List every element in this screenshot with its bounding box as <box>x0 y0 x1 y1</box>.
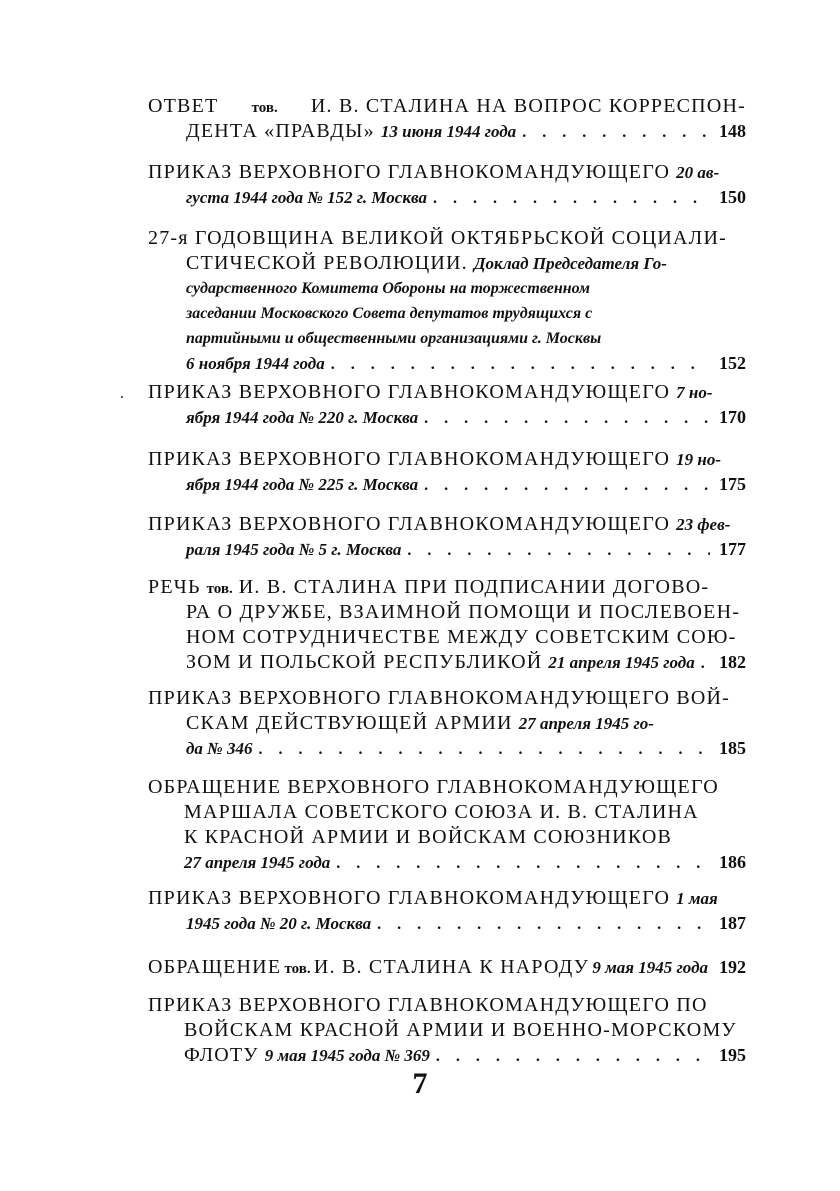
toc-entry-line <box>148 775 746 800</box>
page-number: 175 <box>719 474 746 494</box>
toc-entry-line <box>148 850 746 875</box>
page-number: 192 <box>719 957 746 977</box>
toc-entry-line <box>148 686 746 711</box>
entry-date: 6 ноября 1944 года <box>186 354 325 373</box>
toc-entry-line <box>148 911 746 936</box>
entry-title: ОБРАЩЕНИЕ ВЕРХОВНОГО ГЛАВНОКОМАНДУЮЩЕГО <box>148 776 719 798</box>
entry-title: ПРИКАЗ ВЕРХОВНОГО ГЛАВНОКОМАНДУЮЩЕГО <box>148 161 671 183</box>
toc-entry <box>148 447 746 497</box>
toc-entry-line <box>148 650 746 675</box>
toc-entry-line <box>148 380 746 405</box>
dot-leader <box>522 120 710 145</box>
toc-entry-line <box>148 886 746 911</box>
page-number: 150 <box>719 187 746 207</box>
toc-entry-line <box>148 119 746 144</box>
entry-subtitle: заседании Московского Совета депутатов трудящихся с <box>186 305 593 322</box>
entry-title: РЕЧЬ <box>148 576 201 598</box>
toc-entry <box>148 686 746 761</box>
dot-leader <box>377 912 710 937</box>
page-number: 177 <box>719 539 746 559</box>
toc-entry <box>148 94 746 144</box>
toc-entry-line <box>148 600 746 625</box>
toc-entry <box>148 380 746 430</box>
scan-speck <box>121 396 123 398</box>
entry-date: 19 но- <box>676 450 721 469</box>
toc-entry-line <box>148 94 746 119</box>
toc-entry-line <box>148 575 746 600</box>
toc-entry <box>148 955 746 980</box>
toc-entry-line <box>148 993 746 1018</box>
entry-date: 13 июня 1944 года <box>380 122 517 141</box>
entry-title: ПРИКАЗ ВЕРХОВНОГО ГЛАВНОКОМАНДУЮЩЕГО <box>148 887 671 909</box>
toc-entry-line <box>148 512 746 537</box>
entry-date: ября 1944 года № 225 г. Москва <box>186 475 419 494</box>
entry-title: ЗОМ И ПОЛЬСКОЙ РЕСПУБЛИКОЙ <box>186 651 543 673</box>
entry-title: 27-я ГОДОВЩИНА ВЕЛИКОЙ ОКТЯБРЬСКОЙ СОЦИАЛИ- <box>148 227 727 249</box>
dot-leader <box>433 186 710 211</box>
toc-entry-line <box>148 1043 746 1068</box>
entry-title: И. В. СТАЛИНА К НАРОДУ <box>313 956 590 978</box>
toc-entry-line <box>148 736 746 761</box>
toc-entry <box>148 775 746 875</box>
entry-date: 7 но- <box>676 383 713 402</box>
entry-title: МАРШАЛА СОВЕТСКОГО СОЮЗА И. В. СТАЛИНА <box>184 801 699 823</box>
entry-title: ПРИКАЗ ВЕРХОВНОГО ГЛАВНОКОМАНДУЮЩЕГО <box>148 513 671 535</box>
entry-abbrev: тов. <box>251 100 278 116</box>
entry-subtitle: Доклад Председателя Го- <box>473 254 667 273</box>
toc-entry-line <box>148 825 746 850</box>
entry-title: К КРАСНОЙ АРМИИ И ВОЙСКАМ СОЮЗНИКОВ <box>184 826 673 848</box>
entry-title: ПРИКАЗ ВЕРХОВНОГО ГЛАВНОКОМАНДУЮЩЕГО ПО <box>148 994 708 1016</box>
entry-title: РА О ДРУЖБЕ, ВЗАИМНОЙ ПОМОЩИ И ПОСЛЕВОЕН- <box>186 601 741 623</box>
dot-leader <box>424 406 710 431</box>
entry-date: да № 346 <box>186 739 253 758</box>
toc-entry-line <box>148 160 746 185</box>
entry-date: 27 апреля 1945 года <box>184 853 331 872</box>
entry-date: 1 мая <box>676 889 718 908</box>
toc-entry <box>148 886 746 936</box>
toc-entry-line <box>148 251 746 276</box>
entry-date: 1945 года № 20 г. Москва <box>186 914 372 933</box>
page-number: 182 <box>719 652 746 672</box>
entry-title: И. В. СТАЛИНА НА ВОПРОС КОРРЕСПОН- <box>310 95 746 117</box>
entry-date: раля 1945 года № 5 г. Москва <box>186 540 402 559</box>
toc-entry-line <box>148 711 746 736</box>
toc-entry-line <box>148 447 746 472</box>
toc-entry <box>148 160 746 210</box>
entry-title: СТИЧЕСКОЙ РЕВОЛЮЦИИ. <box>186 252 468 274</box>
toc-entry-line <box>148 276 746 301</box>
dot-leader <box>331 352 710 377</box>
entry-title: ОБРАЩЕНИЕ <box>148 956 282 978</box>
page-number: 152 <box>719 353 746 373</box>
entry-title: ПРИКАЗ ВЕРХОВНОГО ГЛАВНОКОМАНДУЮЩЕГО ВОЙ- <box>148 687 731 709</box>
toc-entry-line <box>148 800 746 825</box>
dot-leader <box>701 651 710 676</box>
page-number: 195 <box>719 1045 746 1065</box>
page-number: 186 <box>719 852 746 872</box>
entry-title: И. В. СТАЛИНА ПРИ ПОДПИСАНИИ ДОГОВО- <box>238 576 710 598</box>
dot-leader <box>407 538 710 563</box>
toc-entry <box>148 993 746 1068</box>
toc-entry <box>148 575 746 675</box>
dot-leader <box>424 473 710 498</box>
toc-entry-line <box>148 955 746 980</box>
page-number: 185 <box>719 738 746 758</box>
dot-leader <box>336 851 710 876</box>
toc-entry-line <box>148 301 746 326</box>
toc-entry-line <box>148 405 746 430</box>
entry-subtitle: партийными и общественными организациями г. Москвы <box>186 330 602 347</box>
toc-entry-line <box>148 326 746 351</box>
entry-date: 21 апреля 1945 года <box>548 653 695 672</box>
entry-title: ДЕНТА «ПРАВДЫ» <box>186 120 375 142</box>
toc-entry-line <box>148 351 746 376</box>
entry-title: ФЛОТУ <box>184 1044 259 1066</box>
toc-entry-line <box>148 472 746 497</box>
page-number: 187 <box>719 913 746 933</box>
entry-date: густа 1944 года № 152 г. Москва <box>186 188 427 207</box>
dot-leader <box>259 737 711 762</box>
entry-date: 20 ав- <box>676 163 720 182</box>
toc-entry-line <box>148 185 746 210</box>
entry-title: ВОЙСКАМ КРАСНОЙ АРМИИ И ВОЕННО-МОРСКОМУ <box>184 1019 737 1041</box>
entry-title: СКАМ ДЕЙСТВУЮЩЕЙ АРМИИ <box>186 712 513 734</box>
toc-entry-line <box>148 1018 746 1043</box>
page-footer-number: 7 <box>412 1067 428 1100</box>
entry-title: ОТВЕТ <box>148 95 219 117</box>
entry-title: ПРИКАЗ ВЕРХОВНОГО ГЛАВНОКОМАНДУЮЩЕГО <box>148 381 671 403</box>
toc-entry <box>148 512 746 562</box>
toc-entry <box>148 226 746 376</box>
entry-subtitle: сударственного Комитета Обороны на торжественном <box>186 280 590 297</box>
entry-abbrev: тов. <box>284 961 311 977</box>
page-number: 148 <box>719 121 746 141</box>
entry-date: 23 фев- <box>676 515 731 534</box>
entry-date: ября 1944 года № 220 г. Москва <box>186 408 419 427</box>
dot-leader <box>436 1044 710 1069</box>
entry-title: ПРИКАЗ ВЕРХОВНОГО ГЛАВНОКОМАНДУЮЩЕГО <box>148 448 671 470</box>
toc-entry-line <box>148 226 746 251</box>
toc-entry-line <box>148 625 746 650</box>
page-number: 170 <box>719 407 746 427</box>
toc-entry-line <box>148 537 746 562</box>
entry-abbrev: тов. <box>206 581 233 597</box>
entry-date: 27 апреля 1945 го- <box>518 714 654 733</box>
entry-date: 9 мая 1945 года № 369 <box>264 1046 430 1065</box>
entry-title: НОМ СОТРУДНИЧЕСТВЕ МЕЖДУ СОВЕТСКИМ СОЮ- <box>186 626 737 648</box>
entry-date: 9 мая 1945 года <box>592 958 708 977</box>
